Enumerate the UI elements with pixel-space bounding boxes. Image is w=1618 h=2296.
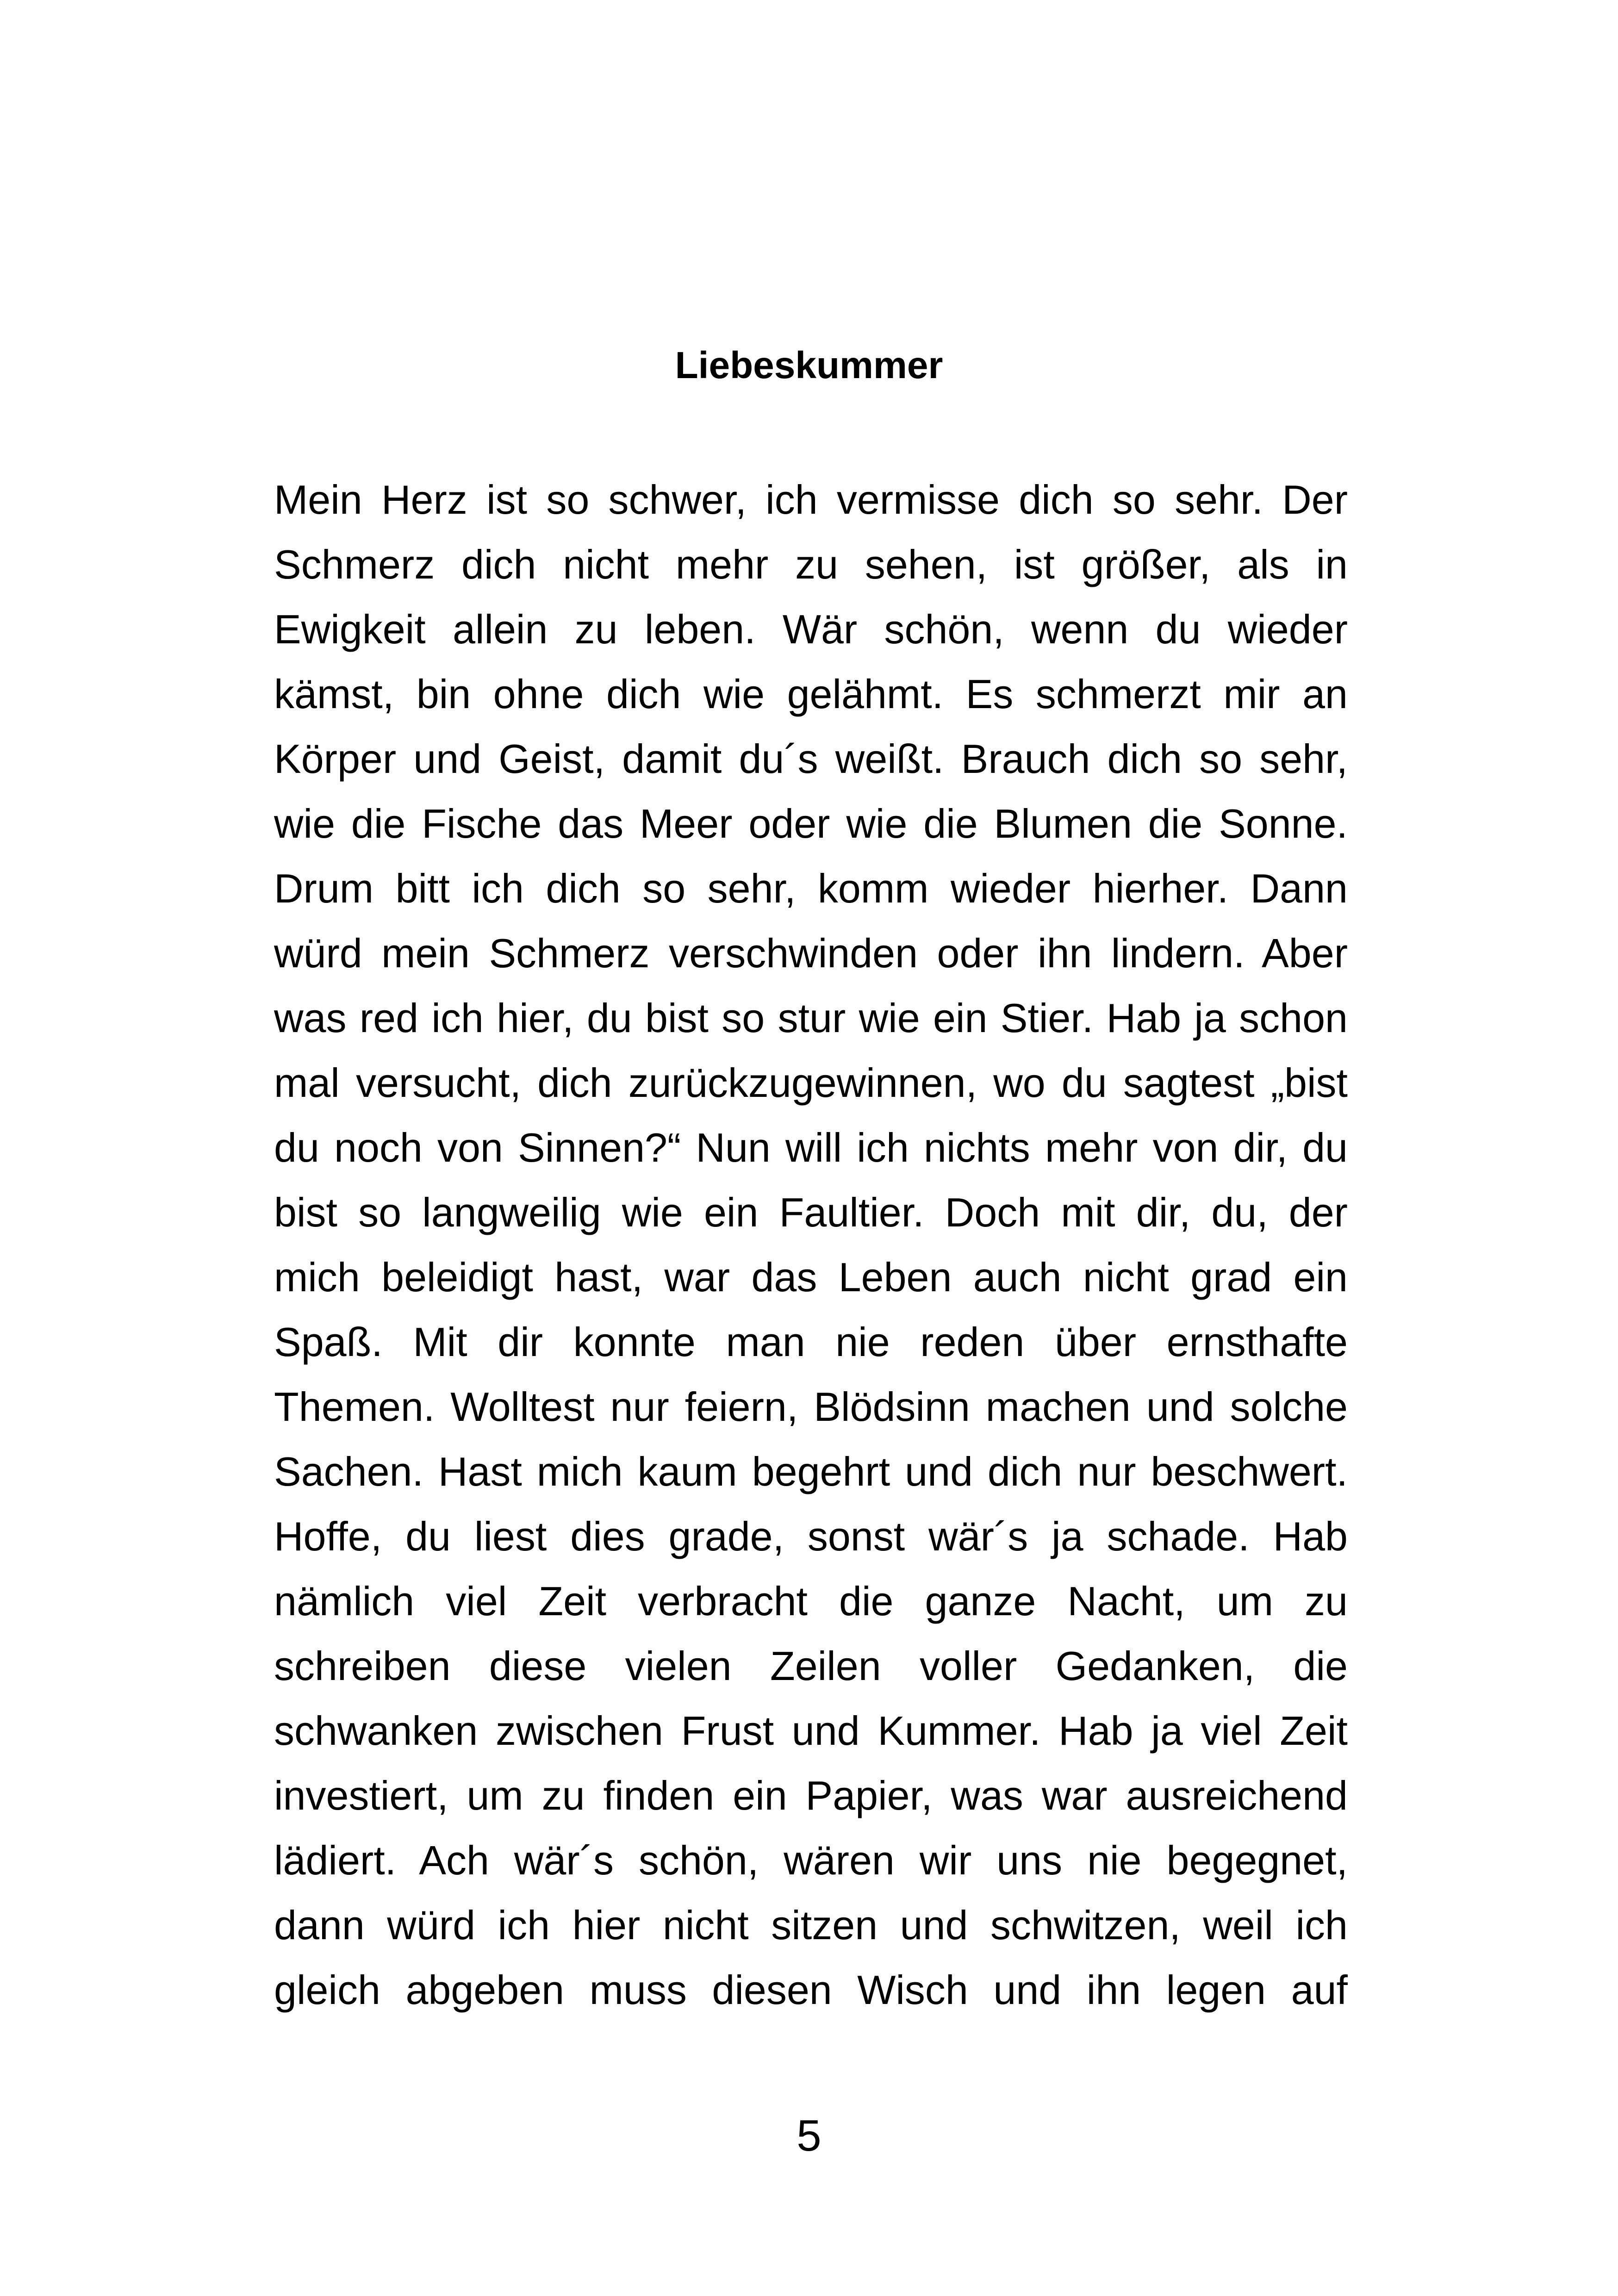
text-line: Sachen. Hast mich kaum begehrt und dich nur beschwert. <box>274 1449 1348 1494</box>
text-line: Hoffe, du liest dies grade, sonst wär´s ja schade. Hab <box>274 1513 1348 1559</box>
text-line: was red ich hier, du bist so stur wie ein Stier. Hab ja schon <box>274 995 1348 1041</box>
text-line: bist so langweilig wie ein Faultier. Doch mit dir, du, der <box>274 1189 1348 1235</box>
text-line: Ewigkeit allein zu leben. Wär schön, wenn du wieder <box>274 606 1348 652</box>
text-line: gleich abgeben muss diesen Wisch und ihn legen auf <box>274 1967 1348 2013</box>
text-line: schreiben diese vielen Zeilen voller Gedanken, die <box>274 1643 1348 1689</box>
text-line: wie die Fische das Meer oder wie die Blumen die Sonne. <box>274 801 1348 846</box>
text-line: lädiert. Ach wär´s schön, wären wir uns nie begegnet, <box>274 1837 1348 1883</box>
text-line: Schmerz dich nicht mehr zu sehen, ist größer, als in <box>274 541 1348 587</box>
text-line: Mein Herz ist so schwer, ich vermisse dich so sehr. Der <box>274 477 1348 523</box>
text-line: kämst, bin ohne dich wie gelähmt. Es schmerzt mir an <box>274 671 1348 717</box>
text-line: du noch von Sinnen?“ Nun will ich nichts mehr von dir, du <box>274 1125 1348 1170</box>
text-line: nämlich viel Zeit verbracht die ganze Nacht, um zu <box>274 1578 1348 1624</box>
text-line: Spaß. Mit dir konnte man nie reden über ernsthafte <box>274 1319 1348 1365</box>
poem-title: Liebeskummer <box>675 344 943 386</box>
text-line: Drum bitt ich dich so sehr, komm wieder hierher. Dann <box>274 865 1348 911</box>
text-line: schwanken zwischen Frust und Kummer. Hab ja viel Zeit <box>274 1708 1348 1754</box>
poem-body <box>274 467 1348 2022</box>
text-line: Körper und Geist, damit du´s weißt. Brauch dich so sehr, <box>274 736 1348 782</box>
text-line: würd mein Schmerz verschwinden oder ihn lindern. Aber <box>274 930 1348 976</box>
text-line: mich beleidigt hast, war das Leben auch nicht grad ein <box>274 1254 1348 1300</box>
text-line: dann würd ich hier nicht sitzen und schwitzen, weil ich <box>274 1902 1348 1948</box>
text-line: mal versucht, dich zurückzugewinnen, wo du sagtest „bist <box>274 1060 1348 1106</box>
text-line: investiert, um zu finden ein Papier, was war ausreichend <box>274 1773 1348 1818</box>
page-number: 5 <box>797 2111 821 2160</box>
text-line: Themen. Wolltest nur feiern, Blödsinn machen und solche <box>274 1384 1348 1430</box>
